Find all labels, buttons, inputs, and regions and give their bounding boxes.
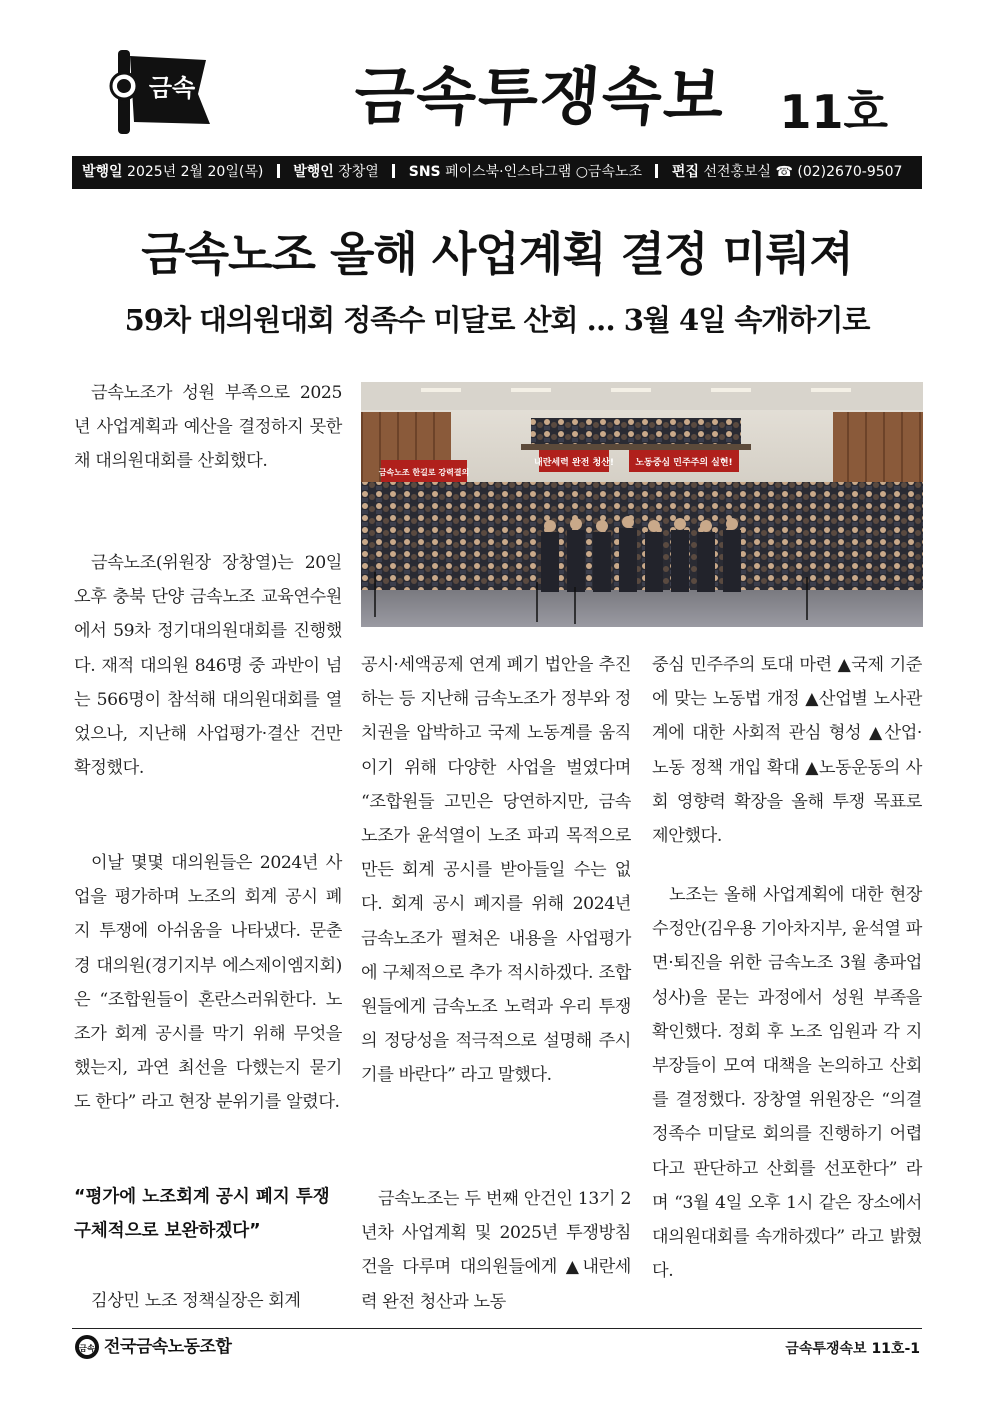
footer-divider [72, 1328, 922, 1329]
article-paragraph: 금속노조는 두 번째 안건인 13기 2년차 사업계획 및 2025년 투쟁방침 건을 다루며 대의원들에게 ▲내란세력 완전 청산과 노동 [361, 1189, 631, 1312]
svg-text:금속: 금속 [79, 1344, 95, 1353]
newspaper-title: 금속투쟁속보 [351, 60, 729, 133]
sns-label: SNS [408, 164, 441, 180]
union-flag-logo-icon [94, 46, 214, 136]
article-subhead: 59차 대의원대회 정족수 미달로 산회 … 3월 4일 속개하기로 [124, 303, 870, 337]
article-paragraph: 이날 몇몇 대의원들은 2024년 사업을 평가하며 노조의 회계 공시 폐지 투쟁에 아쉬움을 나타냈다. 문춘경 대의원(경기지부 에스제이엠지회)은 “조합원들이 혼란스러워한다. 노조가 회계 공시를 막기 위해 무엇을 했는지, 과연 최선을 다했는지 묻기도 한다” 라고 현장 분위기를 알렸다. [74, 853, 342, 1113]
footer-organization: 전국금속노동조합 [104, 1337, 232, 1357]
section-quote-heading: “평가에 노조회계 공시 폐지 투쟁 구체적으로 보완하겠다” [74, 1187, 330, 1241]
publication-info-bar [72, 156, 922, 189]
editor-label: 편집 [671, 164, 699, 180]
separator [655, 164, 658, 178]
date-value: 2025년 2월 20일(목) [127, 164, 264, 180]
svg-text:금속: 금속 [148, 74, 196, 102]
article-paragraph: 금속노조(위원장 장창열)는 20일 오후 충북 단양 금속노조 교육연수원에서 59차 정기대의원대회를 진행했다. 재적 대의원 846명 중 과반이 넘는 566명이 참석해 대의원대회를 열었으나, 지난해 사업평가·결산 건만 확정했다. [74, 553, 342, 779]
svg-text:내란세력 완전 청산!: 내란세력 완전 청산! [534, 458, 614, 468]
svg-text:노동중심 민주주의 실현!: 노동중심 민주주의 실현! [635, 458, 733, 468]
article-paragraph: 김상민 노조 정책실장은 회계 [91, 1291, 301, 1311]
sns-value: 페이스북·인스타그램 ○금속노조 [445, 164, 643, 180]
separator [392, 164, 395, 178]
publisher-value: 장창열 [338, 164, 379, 180]
article-paragraph: 노조는 올해 사업계획에 대한 현장 수정안(김우용 기아차지부, 윤석열 파면·퇴진을 위한 금속노조 3월 총파업 성사)을 묻는 과정에서 성원 부족을 확인했다. 정회 후 노조 임원과 각 지부장들이 모여 대책을 논의하고 산회를 결정했다. 장창열 위원장은 “의결 정족수 미달로 회의를 진행하기 어렵다고 판단하고 산회를 선포한다” 라며 “3월 4일 오후 1시 같은 장소에서 대의원대회를 속개하겠다” 라고 밝혔다. [652, 885, 922, 1282]
article-paragraph: 중심 민주주의 토대 마련 ▲국제 기준에 맞는 노동법 개정 ▲산업별 노사관계에 대한 사회적 관심 형성 ▲산업·노동 정책 개입 확대 ▲노동운동의 사회 영향력 확장을 올해 투쟁 목표로 제안했다. [652, 655, 922, 847]
editor-value: 선전홍보실 ☎ (02)2670-9507 [703, 164, 903, 180]
issue-number: 11호 [779, 85, 888, 139]
masthead [72, 40, 922, 150]
svg-text:금속노조 한길로 강력결의: 금속노조 한길로 강력결의 [378, 468, 470, 477]
separator [277, 164, 280, 178]
article-paragraph: 금속노조가 성원 부족으로 2025년 사업계획과 예산을 결정하지 못한 채 대의원대회를 산회했다. [74, 383, 342, 472]
publisher-label: 발행인 [293, 164, 334, 180]
article-headline: 금속노조 올해 사업계획 결정 미뤄져 [141, 227, 853, 281]
footer-page-number: 금속투쟁속보 11호-1 [785, 1341, 920, 1357]
article-paragraph: 공시·세액공제 연계 폐기 법안을 추진하는 등 지난해 금속노조가 정부와 정치권을 압박하고 국제 노동계를 움직이기 위해 다양한 사업을 벌였다며 “조합원들 고민은 당연하지만, 금속노조가 윤석열이 노조 파괴 목적으로 만든 회계 공시를 받아들일 수는 없다. 회계 공시 폐지를 위해 2024년 금속노조가 펼쳐온 내용을 사업평가에 구체적으로 추가 적시하겠다. 조합원들에게 금속노조 노력과 우리 투쟁의 정당성을 적극적으로 설명해 주시기를 바란다” 라고 말했다. [361, 655, 631, 1086]
union-gear-logo-icon [74, 1334, 100, 1360]
date-label: 발행일 [82, 164, 123, 180]
convention-photo [361, 382, 923, 627]
